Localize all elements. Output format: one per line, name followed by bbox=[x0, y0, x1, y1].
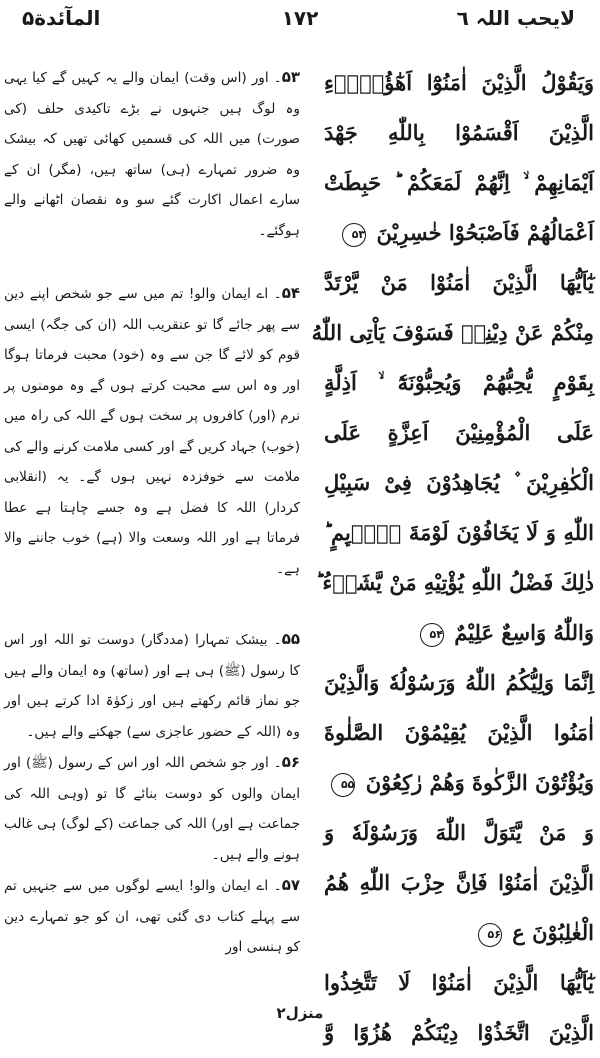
arabic-line-text: الْكٰفِرِيْنَ ۫ يُجَاهِدُوْنَ فِىْ سَبِيْلِ bbox=[324, 470, 594, 495]
surah-name: المآئدة۵ bbox=[22, 6, 101, 30]
urdu-translation-column bbox=[4, 62, 300, 982]
translation-text: ۔ اور جو شخص اللہ اور اس کے رسول (ﷺ) اور ایمان والوں کو دوست بنائے گا تو (وہی اللہ کی جماعت ہے اور) اللہ کی جماعت (کے لوگ) ہی غالب ہونے والے ہیں۔ bbox=[4, 755, 300, 863]
manzil-footer: منزل۲ bbox=[276, 1004, 324, 1022]
arabic-line-text: يٰٓاَيُّهَا الَّذِيْنَ اٰمَنُوْا لَا تَتَّخِذُوا bbox=[324, 970, 594, 995]
translation-text: ۔ بیشک تمہارا (مددگار) دوست تو اللہ اور اس کا رسول (ﷺ) ہی ہے اور (ساتھ) وہ ایمان والے ہیں جو نماز قائم رکھتے ہیں اور زکوٰۃ ادا کرتے ہیں اور وہ (اللہ کے حضور عاجزی سے) جھکنے والے ہیں۔ bbox=[4, 632, 300, 740]
arabic-line-text: اٰمَنُوا الَّذِيْنَ يُقِيْمُوْنَ الصَّلٰوةَ bbox=[324, 720, 594, 745]
arabic-line bbox=[324, 208, 594, 258]
arabic-line bbox=[324, 708, 594, 758]
arabic-line-text: يٰٓاَيُّهَا الَّذِيْنَ اٰمَنُوْا مَنْ يَّرْتَدَّ bbox=[324, 270, 594, 295]
arabic-line bbox=[324, 358, 594, 408]
arabic-line bbox=[324, 808, 594, 858]
arabic-line-text: مِنْكُمْ عَنْ دِيْنِهٖ فَسَوْفَ يَاْتِى اللّٰهُ bbox=[311, 320, 594, 345]
verse-number: ۵۴ bbox=[281, 284, 300, 302]
arabic-line bbox=[311, 308, 594, 358]
page-number: ۱۷۲ bbox=[281, 6, 319, 30]
arabic-line-text: وَيُؤْتُوْنَ الزَّكٰوةَ وَهُمْ رٰكِعُوْنَ bbox=[365, 770, 594, 795]
arabic-line-text: الَّذِيْنَ اَقْسَمُوْا بِاللّٰهِ جَهْدَ bbox=[324, 120, 594, 145]
arabic-text-column bbox=[311, 58, 594, 1045]
arabic-line bbox=[324, 408, 594, 458]
arabic-line-text: الْغٰلِبُوْنَ ع bbox=[512, 920, 594, 945]
translation-paragraph bbox=[4, 62, 300, 246]
arabic-line-text: اَعْمَالُهُمْ فَاَصْبَحُوْا خٰسِرِيْنَ bbox=[376, 220, 594, 245]
translation-paragraph bbox=[4, 870, 300, 963]
arabic-line bbox=[324, 958, 594, 1008]
arabic-line-text: وَيَقُوْلُ الَّذِيْنَ اٰمَنُوْٓا اَهٰٓؤُلَاۤءِ bbox=[324, 70, 594, 95]
arabic-line-text: الَّذِيْنَ اٰمَنُوْا فَاِنَّ حِزْبَ اللّٰهِ هُمُ bbox=[324, 870, 594, 895]
arabic-line bbox=[324, 458, 594, 508]
verse-number: ۵۷ bbox=[281, 876, 300, 894]
arabic-line bbox=[324, 658, 594, 708]
translation-text: ۔ اے ایمان والو! ایسے لوگوں میں سے جنہیں تم سے پہلے کتاب دی گئی تھی، ان کو جو تمہارے دین کو ہنسی اور bbox=[4, 878, 300, 955]
translation-text: ۔ اور (اس وقت) ایمان والے یہ کہیں گے کیا یہی وہ لوگ ہیں جنہوں نے بڑے تاکیدی حلف (کی صورت) میں اللہ کی قسمیں کھائی تھیں کہ بیشک وہ ضرور تمہارے (ہی) ساتھ ہیں، (مگر) ان کے سارے اعمال اکارت گئے سو وہ نقصان اٹھانے والے ہوگئے۔ bbox=[4, 70, 300, 239]
translation-paragraph bbox=[4, 278, 300, 584]
arabic-line bbox=[324, 258, 594, 308]
arabic-line-text: اِنَّمَا وَلِيُّكُمُ اللّٰهُ وَرَسُوْلُهٗ وَالَّذِيْنَ bbox=[324, 670, 594, 695]
arabic-line bbox=[324, 908, 594, 958]
arabic-line-text: ذٰلِكَ فَضْلُ اللّٰهِ يُؤْتِيْهِ مَنْ يَّشَاۤءُ ؕ bbox=[315, 570, 594, 595]
juz-name: لایحب اللہ ٦ bbox=[456, 6, 575, 30]
arabic-line bbox=[315, 558, 594, 608]
ayah-end-marker-icon: ۵۳ bbox=[342, 223, 366, 247]
translation-paragraph bbox=[4, 747, 300, 870]
arabic-line-text: وَ مَنْ يَّتَوَلَّ اللّٰهَ وَرَسُوْلَهٗ وَ bbox=[324, 820, 594, 845]
arabic-line bbox=[324, 108, 594, 158]
arabic-line-text: اللّٰهِ وَ لَا يَخَافُوْنَ لَوْمَةَ لَاۤىِٕمٍ ؕ bbox=[324, 520, 594, 545]
ayah-end-marker-icon: ۵۴ bbox=[420, 623, 444, 647]
arabic-line bbox=[324, 508, 594, 558]
arabic-line-text: وَاللّٰهُ وَاسِعٌ عَلِيْمٌ bbox=[454, 620, 594, 645]
arabic-line bbox=[324, 608, 594, 658]
arabic-line-text: اَيْمَانِهِمْ ۙ اِنَّهُمْ لَمَعَكُمْ ؕ حَبِطَتْ bbox=[324, 170, 594, 195]
translation-text: ۔ اے ایمان والو! تم میں سے جو شخص اپنے دین سے پھر جائے گا تو عنقریب اللہ (ان کی جگہ) ایسی قوم کو لائے گا جن سے وہ (خود) محبت فرماتا ہوگا اور وہ اس سے محبت کرتے ہوں گے وہ مومنوں پر نرم (اور) کافروں پر سخت ہوں گے اللہ کی راہ میں (خوب) جہاد کریں گے اور کسی ملامت کرنے والے کی ملامت سے خوفزدہ نہیں ہوں گے۔ یہ (انقلابی کردار) اللہ کا فضل ہے وہ جسے چاہتا ہے عطا فرماتا ہے اور اللہ وسعت والا (ہے) خوب جاننے والا ہے۔ bbox=[4, 286, 300, 577]
arabic-line bbox=[324, 858, 594, 908]
arabic-line bbox=[324, 58, 594, 108]
arabic-line-text: الَّذِيْنَ اتَّخَذُوْا دِيْنَكُمْ هُزُوًا وَّ bbox=[324, 1020, 594, 1045]
arabic-line-text: بِقَوْمٍ يُّحِبُّهُمْ وَيُحِبُّوْنَهٗٓ ۙ اَذِلَّةٍ bbox=[324, 370, 594, 395]
ayah-end-marker-icon: ۵۶ bbox=[478, 923, 502, 947]
arabic-line bbox=[324, 758, 594, 808]
translation-paragraph bbox=[4, 624, 300, 747]
verse-number: ۵۶ bbox=[281, 753, 300, 771]
ayah-end-marker-icon: ۵۵ bbox=[331, 773, 355, 797]
arabic-line-text: عَلَى الْمُؤْمِنِيْنَ اَعِزَّةٍ عَلَى bbox=[324, 420, 594, 445]
arabic-line bbox=[324, 158, 594, 208]
verse-number: ۵۵ bbox=[281, 630, 300, 648]
page-header bbox=[0, 0, 600, 40]
verse-number: ۵۳ bbox=[281, 68, 300, 86]
